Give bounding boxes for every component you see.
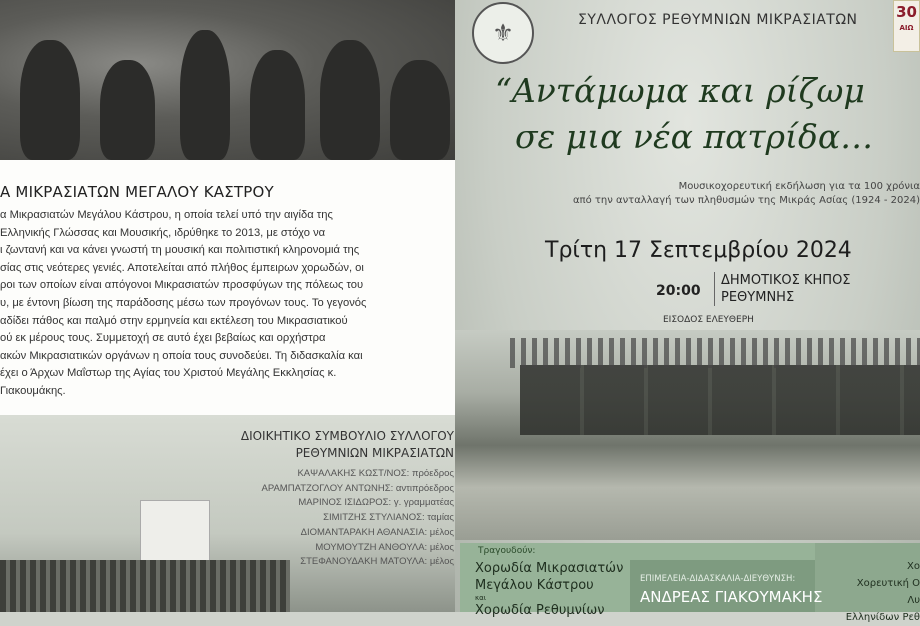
- dance-line: Λυ: [907, 595, 920, 606]
- singer-group: Χορωδία Μικρασιατών: [475, 561, 624, 576]
- venue-line: ΔΗΜΟΤΙΚΟΣ ΚΗΠΟΣ: [721, 273, 851, 288]
- train-wagons-image: [520, 365, 920, 435]
- board-member: ΜΑΡΙΝΟΣ ΙΣΙΔΩΡΟΣ: γ. γραμματέας: [298, 497, 454, 509]
- event-venue: [714, 272, 851, 306]
- board-member: ΑΡΑΜΠΑΤΖΟΓΛΟΥ ΑΝΤΩΝΗΣ: αντιπρόεδρος: [261, 482, 454, 494]
- text-line: σίας στις νεότερες γενιές. Αποτελείται από πλήθος έμπειρων χορωδών, οι: [0, 261, 364, 274]
- subtitle-line: Μουσικοχορευτική εκδήλωση για τα 100 χρόνια: [678, 181, 920, 192]
- board-member: ΔΙΟΜΑΝΤΑΡΑΚΗ ΑΘΑΝΑΣΙΑ: μέλος: [300, 526, 454, 538]
- badge-text: ΑΙΩ: [899, 24, 914, 32]
- text-line: αδίδει πάθος και παλμό στην ερμηνεία και εκτέλεση του Μικρασιατικού: [0, 314, 348, 327]
- text-line: ι ζωντανή και να κάνει γνωστή τη μουσική και πολιτιστική κληρονομιά της: [0, 244, 360, 257]
- event-time: 20:00: [656, 283, 701, 299]
- text-line: υ, με έντονη βίωση της παράδοσης μέσω των προγόνων τους. Το γεγονός: [0, 296, 367, 309]
- director-name: ΑΝΔΡΕΑΣ ΓΙΑΚΟΥΜΑΚΗΣ: [640, 588, 823, 606]
- conjunction: και: [475, 594, 487, 602]
- board-member: ΣΤΕΦΑΝΟΥΔΑΚΗ ΜΑΤΟΥΛΑ: μέλος: [300, 556, 454, 568]
- board-heading: ΡΕΘΥΜΝΙΩΝ ΜΙΚΡΑΣΙΑΤΩΝ: [295, 446, 454, 460]
- director-label: ΕΠΙΜΕΛΕΙΑ-ΔΙΔΑΣΚΑΛΙΑ-ΔΙΕΥΘΥΝΣΗ:: [640, 574, 796, 584]
- singer-group: Χορωδία Ρεθυμνίων: [475, 603, 605, 618]
- organization-name: ΣΥΛΛΟΓΟΣ ΡΕΘΥΜΝΙΩΝ ΜΙΚΡΑΣΙΑΤΩΝ: [578, 12, 858, 28]
- dance-line: Χο: [907, 561, 920, 572]
- dance-line: Ελληνίδων Ρεθ: [845, 612, 920, 623]
- event-title: [495, 68, 915, 160]
- choir-heading: Α ΜΙΚΡΑΣΙΑΤΩΝ ΜΕΓΑΛΟΥ ΚΑΣΤΡΟΥ: [0, 183, 274, 201]
- choir-description: [0, 207, 440, 401]
- historic-musicians-photo: [0, 0, 455, 160]
- text-line: Γιακουμάκης.: [0, 384, 66, 397]
- title-line: “Αντάμωμα και ρίζωμ: [495, 71, 865, 110]
- venue-line: ΡΕΘΥΜΝΗΣ: [721, 290, 795, 305]
- board-member: ΜΟΥΜΟΥΤΖΗ ΑΝΘΟΥΛΑ: μέλος: [315, 541, 454, 553]
- board-member: ΚΑΨΑΛΑΚΗΣ ΚΩΣΤ/ΝΟΣ: πρόεδρος: [297, 468, 454, 479]
- singers-label: Τραγουδούν:: [478, 546, 536, 556]
- anniversary-badge: [893, 0, 920, 52]
- text-line: Ελληνικής Γλώσσας και Μουσικής, ιδρύθηκε το 2013, με στόχο να: [0, 226, 326, 239]
- event-subtitle: [520, 180, 920, 208]
- text-line: ακών Μικρασιατικών οργάνων η οποία τους συνοδεύει. Τη διδασκαλία και: [0, 349, 363, 362]
- title-line: σε μια νέα πατρίδα…: [515, 117, 874, 156]
- board-heading: ΔΙΟΙΚΗΤΙΚΟ ΣΥΜΒΟΥΛΙΟ ΣΥΛΛΟΓΟΥ: [240, 429, 454, 443]
- association-seal-logo: ⚜: [472, 2, 534, 64]
- dance-group-credits: [825, 558, 920, 626]
- dance-line: Χορευτική Ο: [856, 578, 920, 589]
- subtitle-line: από την ανταλλαγή των πληθυσμών της Μικράς Ασίας (1924 - 2024): [572, 195, 920, 206]
- board-member: ΣΙΜΙΤΖΗΣ ΣΤΥΛΙΑΝΟΣ: ταμίας: [323, 512, 454, 524]
- text-line: έχει ο Άρχων Μαΐστωρ της Αγίας του Χριστού Μεγάλης Εκκλησίας κ.: [0, 367, 337, 380]
- text-line: ροι των οποίων είναι απόγονοι Μικρασιατών προσφύγων της πόλεως του: [0, 279, 364, 292]
- singers-list: [475, 560, 623, 619]
- text-line: ού εκ μέρους τους. Συμμετοχή σε αυτό έχει βεβαίως και ορχήστρα: [0, 332, 326, 345]
- badge-number: 30: [896, 3, 917, 21]
- event-date: Τρίτη 17 Σεπτεμβρίου 2024: [545, 238, 852, 263]
- board-of-directors: [241, 428, 454, 570]
- singer-group: Μεγάλου Κάστρου: [475, 578, 594, 593]
- people-on-train-image: [510, 338, 920, 368]
- free-entry-note: ΕΙΣΟΔΟΣ ΕΛΕΥΘΕΡΗ: [663, 315, 754, 325]
- text-line: α Μικρασιατών Μεγάλου Κάστρου, η οποία τελεί υπό την αιγίδα της: [0, 209, 333, 221]
